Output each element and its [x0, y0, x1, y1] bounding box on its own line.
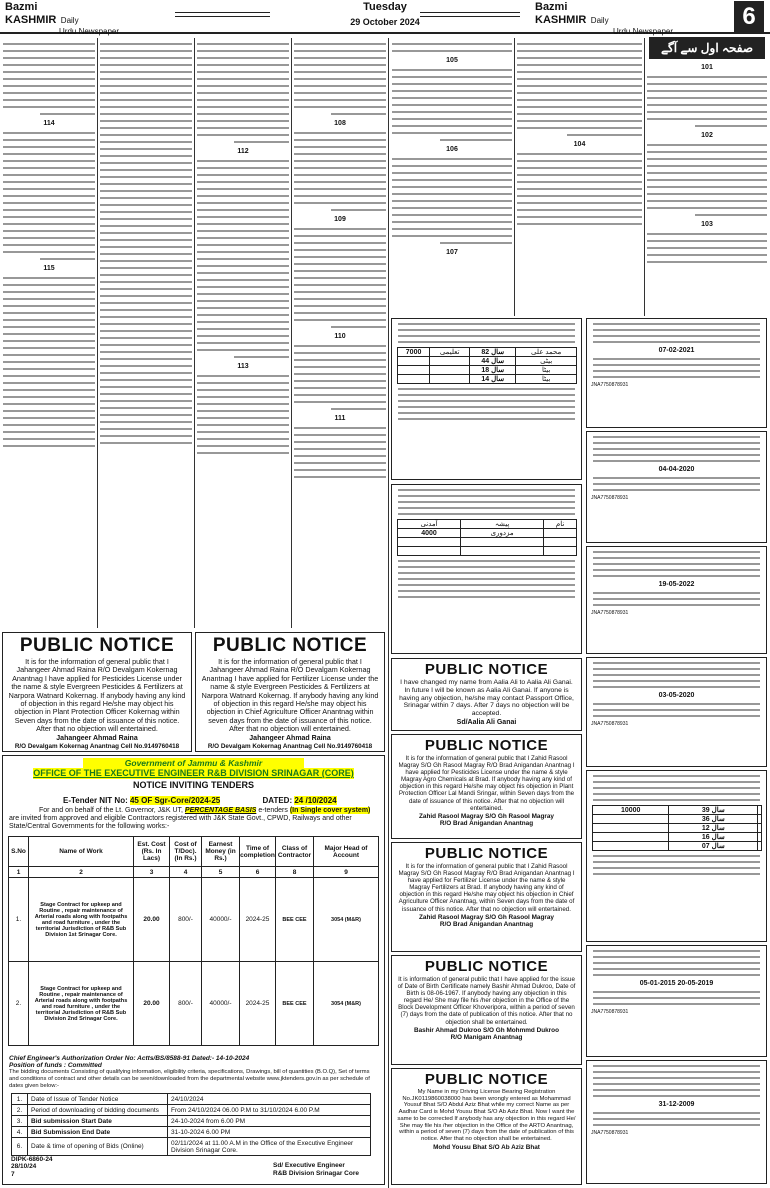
table-cell: 07 سال	[669, 842, 758, 851]
notice-address: R/O Devalgam Kokernag Anantnag Cell No.9149760418	[14, 743, 180, 751]
masthead-center	[290, 1, 480, 27]
table-cell	[758, 824, 762, 833]
tender-position: Position of funds : Committed	[9, 1062, 102, 1069]
table-cell	[430, 366, 470, 375]
notice-signer: Mohd Yousu Bhat S/O Ab Aziz Bhat	[433, 1143, 540, 1151]
tender-office: OFFICE OF THE EXECUTIVE ENGINEER R&B DIVISION SRINAGAR (CORE)	[33, 768, 354, 778]
table-row	[9, 878, 379, 962]
cell-sno: 2.	[9, 962, 29, 1046]
urdu-table	[592, 805, 762, 851]
col-num: 4	[170, 867, 202, 878]
notice-title: PUBLIC NOTICE	[424, 737, 549, 754]
table-row	[9, 962, 379, 1046]
notice-body: My Name in my Driving License Bearing Registration No.JK0119860038000 has been wrongly entered as Mohammad Yousuf Bhat S/O Abdul Aziz Bhat while my correct Name as per Aadhar Card is Mohd Yousu Bhat S/O Ab Aziz Bhat. Now I want the same to be corrected If anybody has any objection in this regard He/ She may file his /her objection in the Office of the ARTO Anantnag, within a period of seven (7) days from the date of publication of this notice. After that no objection shall be entertained.	[397, 1089, 576, 1142]
notice-address: R/O Manigam Anantnag	[450, 1034, 523, 1042]
notice-title: PUBLIC NOTICE	[212, 635, 368, 656]
masthead-right-tag: Urdu Newspaper	[613, 27, 674, 36]
notice-address: R/O Brad Anigandan Anantnag	[439, 921, 534, 929]
table-cell	[461, 538, 544, 547]
intro-a: For and on behalf of the Lt. Governor, J&K UT,	[39, 807, 183, 814]
table-cell: 7000	[398, 348, 430, 357]
tender-notice	[2, 755, 385, 1185]
table-cell: 14 سال	[470, 375, 516, 384]
col-num: 5	[202, 867, 240, 878]
masthead-rule	[420, 16, 520, 17]
notice-title: PUBLIC NOTICE	[424, 1071, 549, 1088]
table-cell: 44 سال	[470, 357, 516, 366]
section-banner: صفحہ اول سے آگے	[649, 37, 765, 59]
public-notice-5	[391, 842, 582, 952]
cell-cost: 20.00	[134, 962, 170, 1046]
cell-emd: 40000/-	[202, 878, 240, 962]
notice-body: It is for the information of general public that I Jahangeer Ahmad Raina R/O Devalgam Kokernag Anantnag I have applied for Pesticides License under the name & style Evergreen Pesticides & Fertilizers at Narpora Watnard Kokernag. If anybody having any kind of objection in this regard He/she may object his objection in Plant Protection Officer Kokernag within Seven days from the date of issuance of this notice. After that no objection will entertained.	[8, 657, 186, 734]
cell-head: 3054 (M&R)	[314, 878, 379, 962]
tender-heading: NOTICE INVITING TENDERS	[132, 780, 254, 790]
table-cell: 4000	[398, 529, 461, 538]
masthead	[0, 0, 770, 34]
tender-dipk	[11, 1156, 53, 1179]
urdu-column-1	[3, 38, 95, 628]
table-cell	[398, 547, 461, 556]
dipk-number: DIPK-6860-24	[11, 1155, 53, 1163]
masthead-right-daily: Daily	[590, 16, 609, 25]
table-cell: 10000	[593, 806, 669, 815]
table-cell	[398, 366, 430, 375]
table-cell	[593, 824, 669, 833]
notice-address: R/O Brad Anigandan Anantnag	[439, 820, 534, 828]
cell-time: 2024-25	[240, 878, 276, 962]
notice-body: It is for the information of general public that I Zahid Rasool Magray S/O Gh Rasool Magray R/O Brad Anigandan Anantnag I have applied for Pesticides License under the name & style Magray Agro Chemicals at Brad. If anybody having any kind of objection in this regard He/she may object his objection in Plant Protection Officer Lal Mandi Sringar, within Seven days from the date of issuance of this notice. After that no objection will entertained.	[398, 755, 575, 812]
notice-title: PUBLIC NOTICE	[19, 635, 175, 656]
col-num: 2	[29, 867, 134, 878]
masthead-left-name: Bazmi	[5, 1, 38, 13]
masthead-right-kashmir: KASHMIR	[535, 14, 587, 26]
col-header: S.No	[9, 837, 29, 867]
dipk-date: 28/10/24	[11, 1163, 37, 1170]
col-header: Name of Work	[29, 837, 134, 867]
table-cell: 82 سال	[470, 348, 516, 357]
public-notice-7	[391, 1068, 582, 1185]
notice-title: PUBLIC NOTICE	[424, 661, 549, 678]
sched-value: From 24/10/2024 06.00 P.M to 31/10/2024 6.00 P.M	[168, 1105, 371, 1116]
table-cell	[758, 833, 762, 842]
section-number: 110	[334, 333, 346, 340]
table-cell	[593, 842, 669, 851]
cell-cost: 20.00	[134, 878, 170, 962]
notice-signer: Bashir Ahmad Dukroo S/O Gh Mohmmd Dukroo	[414, 1026, 559, 1034]
public-notice-2	[195, 632, 385, 752]
dated-value: 24 /10/2024	[294, 796, 337, 805]
table-cell: تعلیمی	[430, 348, 470, 357]
sched-value: 31-10-2024 6.00 PM	[168, 1127, 371, 1138]
table-cell	[758, 842, 762, 851]
table-cell: 18 سال	[470, 366, 516, 375]
public-notice-1	[2, 632, 192, 752]
table-cell: مزدوری	[461, 529, 544, 538]
sched-item: Date & time of opening of Bids (Online)	[28, 1138, 168, 1156]
tender-authorization: Chief Engineer's Authorization Order No: Actts/BS/8588-91 Dated:- 14-10-2024	[9, 1055, 250, 1062]
col-header: Major Head of Account	[314, 837, 379, 867]
cell-emd: 40000/-	[202, 962, 240, 1046]
urdu-ad-box	[586, 945, 767, 1057]
col-num: 9	[314, 867, 379, 878]
tender-gov: Government of Jammu & Kashmir	[83, 758, 304, 768]
table-cell: بیٹا	[516, 375, 577, 384]
ad-date: 31-12-2009	[658, 1101, 695, 1108]
table-cell	[398, 375, 430, 384]
table-header: نام	[544, 520, 577, 529]
ad-ref: JNA7750878931	[591, 610, 629, 616]
ad-ref: JNA7750878931	[591, 1130, 629, 1136]
table-cell: 36 سال	[669, 815, 758, 824]
notice-signer: Zahid Rasool Magray S/O Gh Rasool Magray	[419, 812, 554, 820]
notice-body: It is information of general public that I have applied for the issue of Date of Birth Certificate namely Bashir Ahmad Dukroo, Date of Birth is 08-06-1967. If anybody having any objection in this regard He/ She may file his /her objection in the Office of the Block Development Officer Khoveripora, within a period of seven (7) days from the date of publication of this notice. After that no objection shall be entertained.	[397, 976, 576, 1026]
table-cell	[544, 547, 577, 556]
table-cell	[430, 357, 470, 366]
notice-body: I have changed my name from Aalia Ali to Aalia Ali Ganai. In future I will be known as Aalia Ali Ganai. If anyone is having any objection, he/she may contact Passport Office, Srinagar within 7 days. After 7 days no objection will be accepted.	[399, 679, 574, 718]
table-header: پیشہ	[461, 520, 544, 529]
urdu-notice-box	[391, 318, 582, 480]
intro-c: e-tenders	[258, 807, 288, 814]
masthead-left	[5, 2, 119, 37]
cell-sno: 1.	[9, 878, 29, 962]
sched-value: 24-10-2024 from 6.00 PM	[168, 1116, 371, 1127]
table-cell	[544, 529, 577, 538]
ad-ref: JNA7750878931	[591, 721, 629, 727]
notice-signer: Sd/Aalia Ali Ganai	[456, 718, 517, 726]
table-row	[12, 1094, 371, 1105]
col-header: Class of Contractor	[276, 837, 314, 867]
section-number: 114	[43, 120, 55, 127]
masthead-left-daily: Daily	[60, 16, 79, 25]
notice-address: R/O Devalgam Kokernag Anantnag Cell No.9149760418	[207, 743, 373, 751]
intro-b: PERCENTAGE BASIS	[184, 807, 257, 814]
public-notice-4	[391, 734, 582, 839]
table-cell: بیٹا	[516, 366, 577, 375]
sched-item: Date of Issue of Tender Notice	[28, 1094, 168, 1105]
urdu-notice-box	[586, 770, 767, 942]
urdu-table	[397, 519, 577, 556]
sched-num: 1.	[12, 1094, 28, 1105]
table-cell	[430, 375, 470, 384]
tender-works-table	[8, 836, 379, 1046]
col-header: Earnest Money (in Rs.)	[202, 837, 240, 867]
table-row	[12, 1127, 371, 1138]
masthead-rule	[175, 16, 270, 17]
table-cell: محمد علی	[516, 348, 577, 357]
urdu-table	[397, 347, 577, 384]
nit-label: E-Tender NIT No:	[63, 796, 128, 805]
section-number: 102	[701, 132, 713, 139]
sched-num: 4.	[12, 1127, 28, 1138]
urdu-column-6	[517, 38, 642, 316]
table-row	[12, 1138, 371, 1156]
sched-value: 24/10/2024	[168, 1094, 371, 1105]
table-cell: 39 سال	[669, 806, 758, 815]
col-header: Est. Cost (Rs. In Lacs)	[134, 837, 170, 867]
ad-date: 04-04-2020	[658, 466, 695, 473]
col-num: 1	[9, 867, 29, 878]
col-header: Time of completion	[240, 837, 276, 867]
dipk-n: 7	[11, 1170, 15, 1178]
sched-num: 6.	[12, 1138, 28, 1156]
ad-date: 07-02-2021	[658, 347, 695, 354]
ad-ref: JNA7750878931	[591, 1009, 629, 1015]
masthead-left-tag: Urdu Newspaper	[59, 27, 120, 36]
tender-signer-office: R&B Division Srinagar Core	[273, 1170, 359, 1177]
urdu-column-4	[294, 38, 386, 628]
tender-nit-line	[63, 796, 384, 805]
notice-body: It is for the information of general public that I Jahangeer Ahmad Raina R/O Devalgam Kokernag Anantnag I have applied for Fertilizer License under the name & style Evergreen Pesticides & Fertilizers at Narpora Watnard Kokernag. If anybody having any kind of objection in this regard He/she may object his objection in Chief Agriculture Officer Anantnag within seven days from the date of issuance of this notice. After that no objection will entertained.	[201, 657, 379, 734]
cell-time: 2024-25	[240, 962, 276, 1046]
section-number: 104	[573, 141, 586, 148]
tender-docs-text: The bidding documents Consisting of qualifying information, eligibility criteria, specifications, Drawings, bill of quantities (B.O.Q), Set of terms and conditions of contract and other details can be seen/downloaded from the departmental website www.jktenders.gov.in as per schedule of dates given below:-	[9, 1069, 370, 1089]
section-number: 115	[43, 265, 55, 272]
table-row	[12, 1105, 371, 1116]
ad-date: 05-01-2015 20-05-2019	[639, 980, 714, 987]
section-number: 107	[446, 249, 458, 256]
section-number: 105	[446, 57, 458, 64]
urdu-column-7	[647, 62, 767, 316]
masthead-rule	[420, 12, 520, 13]
urdu-ad-box	[586, 1060, 767, 1184]
masthead-rule	[175, 12, 270, 13]
cell-class: BEE CEE	[276, 878, 314, 962]
notice-body: It is for the information of general public that I Zahid Rasool Magray S/O Gh Rasool Magray R/O Brad Anigandan Anantnag I have applied for Fertilizer License under the name & style Magray Fertilizers at Brad. If anybody having any kind of objection in this regard He/she may object his objection in Chief Agriculture Officer Anantnag, within Seven days from the date of issuance of this notice. After that no objection will entertained.	[398, 863, 575, 913]
notice-title: PUBLIC NOTICE	[424, 958, 549, 975]
table-header: آمدنی	[398, 520, 461, 529]
sched-item: Period of downloading of bidding documents	[28, 1105, 168, 1116]
sched-num: 2.	[12, 1105, 28, 1116]
sched-item: Bid submission Start Date	[28, 1116, 168, 1127]
table-cell	[398, 357, 430, 366]
cell-class: BEE CEE	[276, 962, 314, 1046]
table-cell	[758, 815, 762, 824]
masthead-day: Tuesday	[363, 1, 407, 13]
tender-intro	[3, 805, 384, 833]
table-cell	[398, 538, 461, 547]
intro-e: are invited from approved and eligible Contractors registered with J&K State Govt., CPWD, Railways and other State/Central Governments for the following works:-	[9, 815, 352, 830]
table-cell: 12 سال	[669, 824, 758, 833]
section-number: 109	[334, 216, 346, 223]
ad-date: 03-05-2020	[658, 692, 695, 699]
masthead-right-name: Bazmi	[535, 1, 568, 13]
public-notice-6	[391, 955, 582, 1065]
page-number: 6	[734, 1, 764, 32]
section-number: 111	[334, 415, 346, 422]
table-row	[12, 1116, 371, 1127]
section-number: 106	[446, 146, 458, 153]
nit-value: 45 OF Sgr-Core/2024-25	[129, 796, 221, 805]
urdu-ad-box	[586, 657, 767, 767]
col-num: 6	[240, 867, 276, 878]
cell-head: 3054 (M&R)	[314, 962, 379, 1046]
ad-ref: JNA7750878931	[591, 382, 629, 388]
urdu-column-2	[100, 38, 192, 628]
sched-num: 3.	[12, 1116, 28, 1127]
urdu-ad-box	[586, 318, 767, 428]
masthead-date: 29 October 2024	[350, 17, 420, 27]
urdu-notice-box	[391, 484, 582, 654]
section-number: 113	[237, 363, 249, 370]
cell-work: Stage Contract for upkeep and Routine , repair maintenance of Arterial roads along with footpaths and road furniture , under the territorial Jurisdiction of R&B Sub Division 2nd Srinagar Core.	[29, 962, 134, 1046]
table-cell	[544, 538, 577, 547]
masthead-right	[535, 2, 673, 37]
notice-signer: Jahangeer Ahmad Raina	[56, 734, 138, 742]
table-cell: بیٹی	[516, 357, 577, 366]
tender-signer: Sd/ Executive Engineer	[273, 1162, 345, 1169]
col-header: Cost of T/Doc). (In Rs.)	[170, 837, 202, 867]
masthead-left-kashmir: KASHMIR	[5, 14, 57, 26]
intro-d: (In Single cover system)	[289, 807, 371, 814]
cell-work: Stage Contract for upkeep and Routine , repair maintenance of Arterial roads along with footpaths and road furniture , under the territorial Jurisdiction of R&B Sub Division 1st Srinagar Core.	[29, 878, 134, 962]
urdu-ad-box	[586, 431, 767, 543]
dated-label: DATED:	[262, 796, 293, 805]
section-number: 112	[237, 148, 249, 155]
table-cell: 16 سال	[669, 833, 758, 842]
notice-title: PUBLIC NOTICE	[424, 845, 549, 862]
sched-value: 02/11/2024 at 11.00 A.M in the Office of the Executive Engineer Division Srinagar Core.	[168, 1138, 371, 1156]
cell-doc: 800/-	[170, 878, 202, 962]
public-notice-3	[391, 658, 582, 731]
col-num: 3	[134, 867, 170, 878]
sched-item: Bid Submission End Date	[28, 1127, 168, 1138]
notice-signer: Zahid Rasool Magray S/O Gh Rasool Magray	[419, 913, 554, 921]
table-cell	[758, 806, 762, 815]
tender-signer-block	[273, 1162, 359, 1178]
urdu-column-3	[197, 38, 289, 628]
table-cell	[593, 815, 669, 824]
urdu-column-5	[392, 38, 512, 316]
ad-date: 19-05-2022	[658, 581, 695, 588]
table-cell	[461, 547, 544, 556]
urdu-ad-box	[586, 546, 767, 654]
cell-doc: 800/-	[170, 962, 202, 1046]
section-number: 101	[701, 64, 713, 71]
ad-ref: JNA7750878931	[591, 495, 629, 501]
notice-signer: Jahangeer Ahmad Raina	[249, 734, 331, 742]
tender-schedule-table	[11, 1093, 371, 1156]
section-number: 103	[701, 221, 713, 228]
table-cell	[593, 833, 669, 842]
section-number: 108	[334, 120, 346, 127]
col-num: 8	[276, 867, 314, 878]
